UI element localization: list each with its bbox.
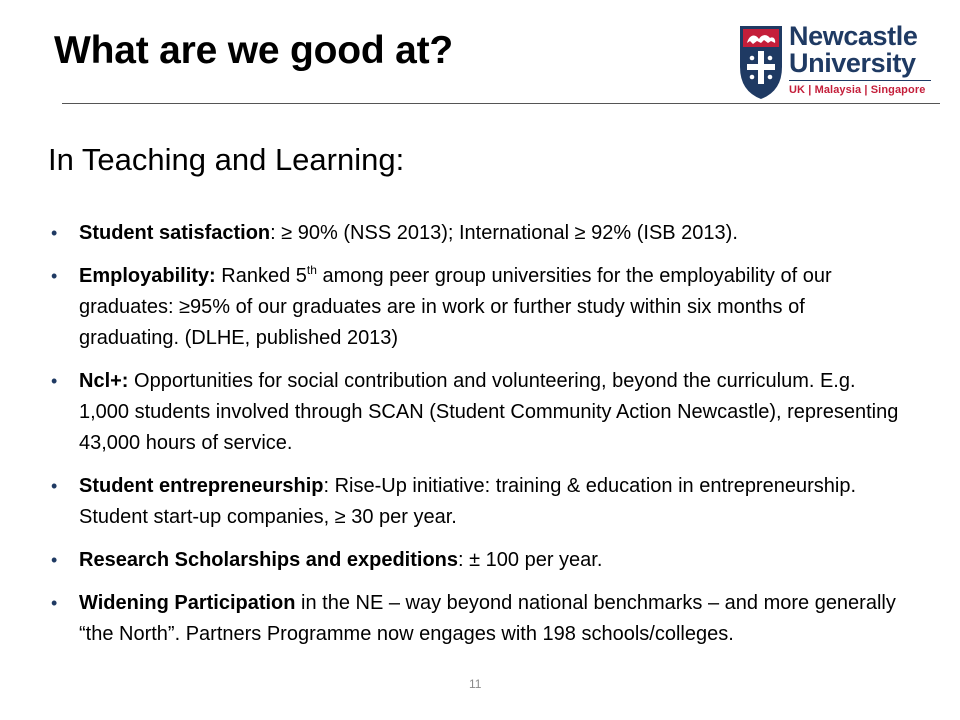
bullet-heading: Widening Participation <box>79 592 296 614</box>
bullet-item-ncl-plus <box>50 366 908 459</box>
bullet-heading: Research Scholarships and expeditions <box>79 549 459 571</box>
page-number: 11 <box>469 677 482 691</box>
bullet-body-start: Ranked 5 <box>215 265 307 287</box>
bullet-dot-icon: • <box>51 266 58 286</box>
bullet-heading: Employability: <box>79 265 216 287</box>
bullet-text <box>79 261 908 354</box>
bullet-dot-icon: • <box>51 476 58 496</box>
bullet-body: in the NE – way beyond national benchmarks – and more generally “the North”. Partners Programme now engages with 198 schools/colleges. <box>79 592 896 645</box>
logo-name-line1: Newcastle <box>789 21 918 51</box>
logo-tagline: UK | Malaysia | Singapore <box>789 84 926 96</box>
title-divider <box>62 103 940 104</box>
bullet-body-end: among peer group universities for the employability of our graduates: ≥95% of our graduates are in work or further study within six months of graduating. (DLHE, published 2013) <box>79 265 832 349</box>
logo-name-line2: University <box>789 48 916 78</box>
bullet-body: Opportunities for social contribution and volunteering, beyond the curriculum. E.g. 1,000 students involved through SCAN (Student Community Action Newcastle), representing 43,000 hours of service. <box>79 370 899 454</box>
bullet-text <box>79 588 908 650</box>
ordinal-suffix: th <box>306 263 317 277</box>
bullet-dot-icon: • <box>51 593 58 613</box>
bullet-text <box>79 218 908 249</box>
bullet-body: : ± 100 per year. <box>458 549 603 571</box>
bullet-text <box>79 545 908 576</box>
bullet-item-employability <box>50 261 908 354</box>
university-crest-icon <box>736 22 786 100</box>
bullet-list <box>50 218 908 662</box>
bullet-heading: Ncl+: <box>79 370 129 392</box>
bullet-body: : Rise-Up initiative: training & education in entrepreneurship. Student start-up companies, ≥ 30 per year. <box>79 475 856 528</box>
bullet-heading: Student satisfaction <box>79 222 271 244</box>
bullet-item-student-satisfaction <box>50 218 908 249</box>
bullet-dot-icon: • <box>51 223 58 243</box>
bullet-item-research-scholarships <box>50 545 908 576</box>
bullet-dot-icon: • <box>51 550 58 570</box>
bullet-item-widening-participation <box>50 588 908 650</box>
bullet-body: : ≥ 90% (NSS 2013); International ≥ 92% (ISB 2013). <box>270 222 738 244</box>
bullet-text <box>79 471 908 533</box>
slide-subtitle: In Teaching and Learning: <box>48 142 405 177</box>
slide-title: What are we good at? <box>54 29 454 72</box>
university-logo <box>736 22 936 102</box>
bullet-dot-icon: • <box>51 371 58 391</box>
logo-divider <box>789 80 931 81</box>
bullet-item-student-entrepreneurship <box>50 471 908 533</box>
bullet-text <box>79 366 908 459</box>
bullet-heading: Student entrepreneurship <box>79 475 324 497</box>
